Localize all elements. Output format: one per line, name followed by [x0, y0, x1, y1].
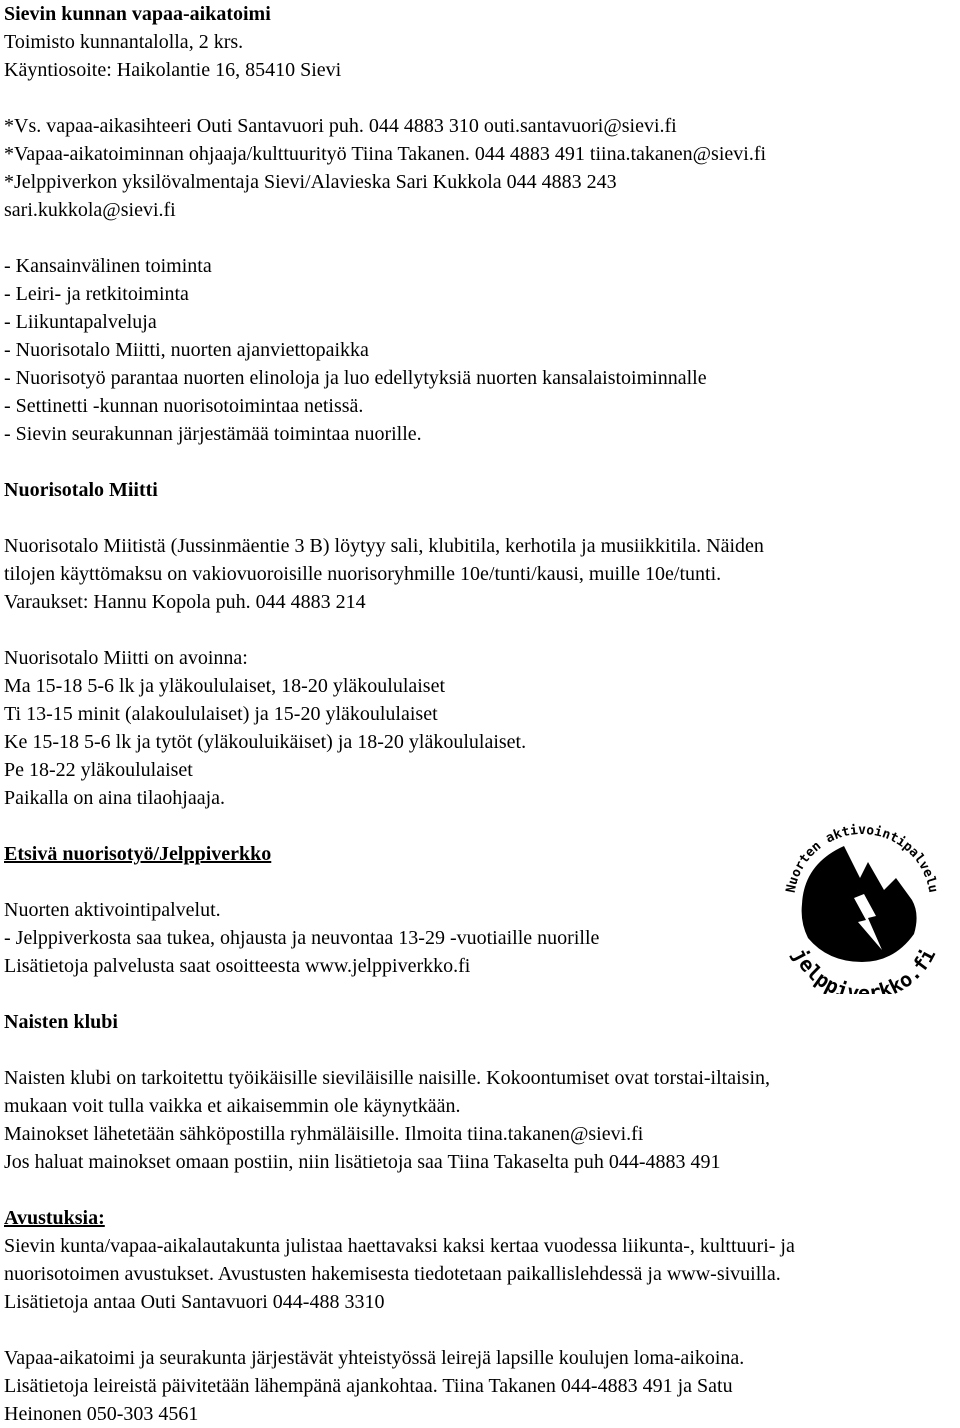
- section-heading-naisten-klubi: Naisten klubi: [4, 1011, 118, 1033]
- avustuksia-line: Lisätietoja antaa Outi Santavuori 044-488 3310: [4, 1291, 385, 1313]
- contact-line: sari.kukkola@sievi.fi: [4, 199, 176, 221]
- logo-bottom-text: jelppiverkko.fi: [787, 944, 941, 994]
- activity-item: - Kansainvälinen toiminta: [4, 255, 212, 277]
- jelppiverkko-logo-graphic: [764, 804, 960, 994]
- activity-item: - Nuorisotyö parantaa nuorten elinoloja ja luo edellytyksiä nuorten kansalaistoiminnalle: [4, 367, 707, 389]
- office-location: Toimisto kunnantalolla, 2 krs.: [4, 31, 244, 53]
- naisten-line: Jos haluat mainokset omaan postiin, niin lisätietoja saa Tiina Takaselta puh 044-4883 491: [4, 1151, 721, 1173]
- activity-item: - Leiri- ja retkitoiminta: [4, 283, 189, 305]
- jelppiverkko-logo: [764, 804, 960, 994]
- miitti-hours: Pe 18-22 yläkoululaiset: [4, 759, 193, 781]
- miitti-description: tilojen käyttömaksu on vakiovuoroisille nuorisoryhmille 10e/tunti/kausi, muille 10e/tunti.: [4, 563, 722, 585]
- camps-line: Lisätietoja leireistä päivitetään lähempänä ajankohtaa. Tiina Takanen 044-4883 491 ja Satu: [4, 1375, 733, 1397]
- naisten-line: Mainokset lähetetään sähköpostilla ryhmäläisille. Ilmoita tiina.takanen@sievi.fi: [4, 1123, 644, 1145]
- camps-line: Vapaa-aikatoimi ja seurakunta järjestävät yhteistyössä leirejä lapsille koulujen loma-aikoina.: [4, 1347, 745, 1369]
- miitti-hours: Nuorisotalo Miitti on avoinna:: [4, 647, 248, 669]
- miitti-hours: Ke 15-18 5-6 lk ja tytöt (yläkouluikäiset) ja 18-20 yläkoululaiset.: [4, 731, 527, 753]
- activity-item: - Settinetti -kunnan nuorisotoimintaa netissä.: [4, 395, 364, 417]
- miitti-description: Varaukset: Hannu Kopola puh. 044 4883 214: [4, 591, 366, 613]
- etsiva-line: Nuorten aktivointipalvelut.: [4, 899, 221, 921]
- miitti-hours: Ma 15-18 5-6 lk ja yläkoululaiset, 18-20 yläkoululaiset: [4, 675, 446, 697]
- section-heading-etsiva: Etsivä nuorisotyö/Jelppiverkko: [4, 843, 272, 865]
- miitti-hours: Ti 13-15 minit (alakoululaiset) ja 15-20 yläkoululaiset: [4, 703, 438, 725]
- section-heading-miitti: Nuorisotalo Miitti: [4, 479, 158, 501]
- contact-line: *Vs. vapaa-aikasihteeri Outi Santavuori puh. 044 4883 310 outi.santavuori@sievi.fi: [4, 115, 677, 137]
- activity-item: - Nuorisotalo Miitti, nuorten ajanviettopaikka: [4, 339, 369, 361]
- naisten-line: Naisten klubi on tarkoitettu työikäisille sieviläisille naisille. Kokoontumiset ovat torstai-iltaisin,: [4, 1067, 770, 1089]
- camps-line: Heinonen 050-303 4561: [4, 1403, 199, 1425]
- activity-item: - Liikuntapalveluja: [4, 311, 157, 333]
- naisten-line: mukaan voit tulla vaikka et aikaisemmin ole käynytkään.: [4, 1095, 461, 1117]
- avustuksia-line: Sievin kunta/vapaa-aikalautakunta julistaa haettavaksi kaksi kertaa vuodessa liikunta-, kulttuuri- ja: [4, 1235, 795, 1257]
- document-page: [4, 0, 958, 1428]
- miitti-description: Nuorisotalo Miitistä (Jussinmäentie 3 B) löytyy sali, klubitila, kerhotila ja musiikkitila. Näiden: [4, 535, 764, 557]
- activity-item: - Sievin seurakunnan järjestämää toimintaa nuorille.: [4, 423, 422, 445]
- avustuksia-line: nuorisotoimen avustukset. Avustusten hakemisesta tiedotetaan paikallislehdessä ja www-sivuilla.: [4, 1263, 781, 1285]
- miitti-hours: Paikalla on aina tilaohjaaja.: [4, 787, 226, 809]
- contact-line: *Jelppiverkon yksilövalmentaja Sievi/Alavieska Sari Kukkola 044 4883 243: [4, 171, 617, 193]
- etsiva-line: - Jelppiverkosta saa tukea, ohjausta ja neuvontaa 13-29 -vuotiaille nuorille: [4, 927, 600, 949]
- contact-line: *Vapaa-aikatoiminnan ohjaaja/kulttuurityö Tiina Takanen. 044 4883 491 tiina.takanen@sievi.fi: [4, 143, 767, 165]
- logo-arc-text: Nuorten aktivointipalvelu: [783, 823, 941, 894]
- etsiva-line: Lisätietoja palvelusta saat osoitteesta www.jelppiverkko.fi: [4, 955, 471, 977]
- section-heading-avustuksia: Avustuksia:: [4, 1207, 105, 1229]
- page-title: Sievin kunnan vapaa-aikatoimi: [4, 3, 271, 25]
- visit-address: Käyntiosoite: Haikolantie 16, 85410 Sievi: [4, 59, 342, 81]
